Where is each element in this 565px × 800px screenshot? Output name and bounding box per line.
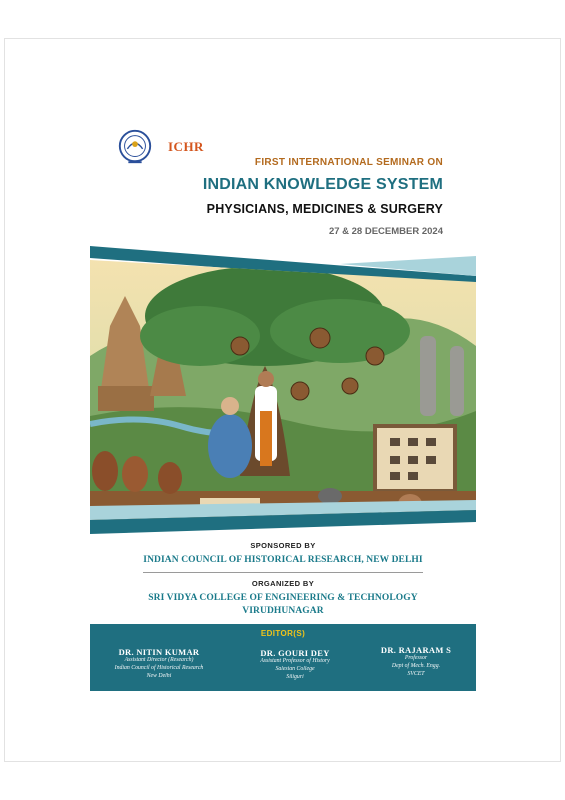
organizer-name: SRI VIDYA COLLEGE OF ENGINEERING & TECHNOLOGY <box>148 593 418 604</box>
editor-name: DR. NITIN KUMAR <box>118 647 200 657</box>
sponsor-heading: SPONSORED BY <box>250 541 316 550</box>
editor-designation: Professor <box>404 655 428 661</box>
seminar-theme: PHYSICIANS, MEDICINES & SURGERY <box>206 202 443 216</box>
editor-affiliation: Dept of Mech. Engg. <box>391 662 441 669</box>
sponsor-section <box>90 541 476 617</box>
editors-panel <box>90 624 476 691</box>
ichr-logo: ICHR <box>168 139 204 154</box>
editor-location: New Delhi <box>146 672 172 679</box>
seminar-dates: 27 & 28 DECEMBER 2024 <box>328 226 443 237</box>
editor-card <box>240 648 350 681</box>
editor-designation: Assistant Professor of History <box>260 658 330 664</box>
editor-location: SVCET <box>407 670 425 677</box>
seminar-header <box>203 157 443 237</box>
organizer-city: VIRUDHUNAGAR <box>242 605 324 616</box>
organizer-heading: ORGANIZED BY <box>251 579 315 589</box>
seminar-title: INDIAN KNOWLEDGE SYSTEM <box>202 176 443 193</box>
editor-name: DR. GOURI DEY <box>260 648 330 658</box>
editor-card <box>94 647 224 680</box>
seminar-subtitle: FIRST INTERNATIONAL SEMINAR ON <box>254 157 443 168</box>
editor-location: Siliguri <box>286 673 304 680</box>
cover-illustration <box>90 246 476 544</box>
sponsor-name: INDIAN COUNCIL OF HISTORICAL RESEARCH, NEW DELHI <box>143 555 423 565</box>
editor-card <box>360 645 472 678</box>
editor-affiliation: Indian Council of Historical Research <box>114 664 204 671</box>
editor-designation: Assistant Director (Research) <box>124 657 194 663</box>
editors-title: EDITOR(S) <box>260 629 306 638</box>
divider <box>143 572 423 573</box>
editor-affiliation: Salesian College <box>275 665 315 672</box>
logo-row <box>116 128 204 166</box>
college-seal-icon <box>116 128 154 166</box>
editor-name: DR. RAJARAM S <box>380 645 452 655</box>
